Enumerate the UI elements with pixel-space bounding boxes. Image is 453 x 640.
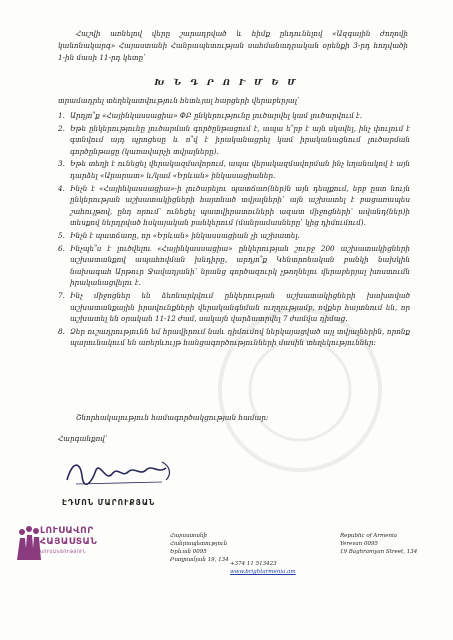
address-english: Republic of Armenia Yerevan 0095 19 Baghramyan Street, 134: [340, 533, 418, 555]
address-armenian: Հայաստանի Հանրապետություն Երևան 0095 Բաղրամյան 19, 134: [170, 533, 229, 563]
list-item: 7. Ինչ միջոցներ են ձեռնարկվում ընկերության աշխատակիցների խախտված աշխատանքային իրավունքների վերականգնման ուղղությամբ, ովքեր հայտնում են, որ աշխատել են օրական 11-12 ժամ, սակայն վարձատրվել 7 ժամվա դիմաց.: [58, 290, 410, 324]
questions-list: [58, 110, 410, 350]
handwritten-signature: [62, 452, 182, 492]
phone-number: +374 11 513423: [230, 561, 277, 567]
request-line: տրամադրել տեղեկատվություն հետևյալ հարցերի վերաբերյալ՝: [58, 96, 300, 105]
list-item: 2. Եթե ընկերությունը լուծարման գործընթացում է, ապա ե՞րբ է այն սկսվել, ինչ փուլում է գտնվում այդ պրոցեսը և ո՞վ է իրականացրել կամ իրականացնում լուծարման գործընթացը (կառավարչի տվյալները).: [58, 123, 410, 156]
logo-text-line3: ԿՈՒՍԱԿՑՈՒԹՅՈՒՆ: [40, 549, 87, 554]
logo-text-line1: ԼՈՒՍԱՎՈՐ: [40, 526, 94, 536]
contacts: [230, 560, 330, 576]
list-item: 5. Ինչն է պատճառը, որ «Երևան» ինկասսացիան չի աշխատել.: [58, 230, 300, 240]
list-item: 8. Ձեր ուշադրությունն եմ հրավիրում նաև դիմումով ներկայացված այլ տվյալներին, որոնք պարունակում են առերևույթ հանցագործությունների մասին տեղեկություններ:: [58, 326, 410, 348]
website-link[interactable]: www.brightarmenia.am: [230, 569, 296, 575]
regards-line: Հարգանքով՝: [58, 434, 108, 443]
logo-text-line2: ՀԱՅԱՍՏԱՆ: [40, 537, 98, 547]
intro-paragraph: Հաշվի առնելով վերը շարադրված և հիմք ընդունելով «Ազգային ժողովի կանոնակարգ» Հայաստանի Հանրապետության սահմանադրական օրենքի 3-րդ հոդվածի 1-ին մասի 11-րդ կետը՝: [58, 29, 408, 62]
thanks-line: Շնորհակալություն համագործակցության համար:: [76, 413, 269, 422]
list-item: 6. Ինչպե՞ս է լուծվելու «Հայինկասսացիա» ընկերության շուրջ 200 աշխատակիցների աշխատանքով ապահովման խնդիրը, արդյո՞ք Կենտրոնական բանկի նախկին նախագահ Արթուր Ջավադյանի՝ նրանց գործազուրկ չթողնելու վերաբերյալ խոստումն իրականացվելու է.: [58, 243, 410, 288]
list-item: 4. Ինչն է «Հայինկասսացիա»-ի լուծարելու պատճառ(ներ)ն այն դեպքում, երբ ըստ նույն ընկերության աշխատակիցների հայտնած տվյալների՝ այն աշխատել է բացառապես շահույթով, ընդ որում՝ ունեցել պատվիրատուների ազատ միջոցների՝ ավանդ(ներ)ի տեսքով ներդրված հսկայական բանկերում (մանրամասները՝ կից դիմումում).: [58, 183, 410, 228]
list-item: 3. Եթե տեղի է ունեցել վերակազմավորում, ապա վերակազմավորման ինչ եղանակով է այն դարձել «Արարատ» և/կամ «Երևան» ինկասացիաներ.: [58, 159, 410, 180]
list-item: 1. Արդյո՞ք «Հայինկասսացիա» ՓԲ ընկերությունը լուծարվել կամ լուծարվում է.: [58, 111, 363, 120]
request-heading: Խ Ն Դ Ր Ո Ւ Մ Ե Մ: [154, 78, 299, 88]
signer-name: ԷԴՄՈՆ ՄԱՐՈՒՔՅԱՆ: [62, 498, 156, 507]
